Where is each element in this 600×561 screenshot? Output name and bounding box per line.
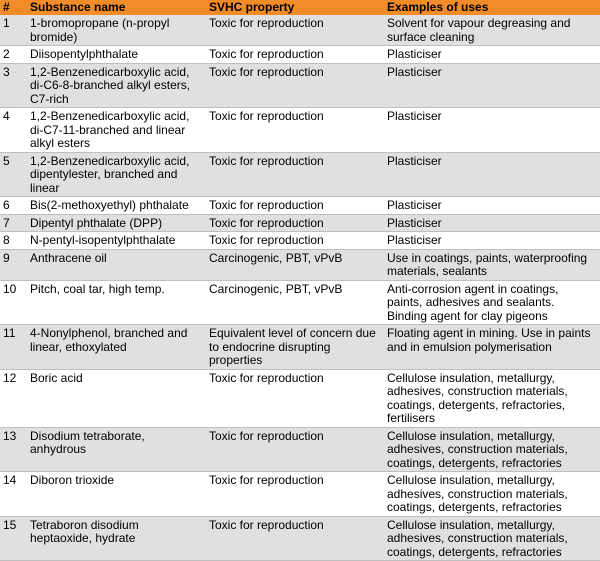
substance-name: Diboron trioxide: [27, 472, 206, 517]
examples-of-uses: Plasticiser: [384, 232, 600, 250]
examples-of-uses: Plasticiser: [384, 108, 600, 153]
svhc-property: Toxic for reproduction: [206, 232, 384, 250]
row-number: 8: [0, 232, 27, 250]
header-substance-name: Substance name: [27, 0, 206, 15]
row-number: 14: [0, 472, 27, 517]
svhc-property: Equivalent level of concern due to endocrine disrupting properties: [206, 325, 384, 370]
row-number: 12: [0, 369, 27, 427]
examples-of-uses: Use in coatings, paints, waterproofing materials, sealants: [384, 249, 600, 280]
table-row: [0, 15, 600, 46]
substance-name: 1,2-Benzenedicarboxylic acid, dipentylester, branched and linear: [27, 152, 206, 197]
substance-name: Bis(2-methoxyethyl) phthalate: [27, 197, 206, 215]
svhc-property: Toxic for reproduction: [206, 214, 384, 232]
table-header-row: [0, 0, 600, 15]
header-examples-of-uses: Examples of uses: [384, 0, 600, 15]
svhc-property: Toxic for reproduction: [206, 427, 384, 472]
substance-name: N-pentyl-isopentylphthalate: [27, 232, 206, 250]
table-row: [0, 63, 600, 108]
substance-name: 4-Nonylphenol, branched and linear, ethoxylated: [27, 325, 206, 370]
substance-name: Dipentyl phthalate (DPP): [27, 214, 206, 232]
row-number: 15: [0, 516, 27, 561]
examples-of-uses: Plasticiser: [384, 214, 600, 232]
table-row: [0, 46, 600, 64]
examples-of-uses: Floating agent in mining. Use in paints and in emulsion polymerisation: [384, 325, 600, 370]
substance-name: Pitch, coal tar, high temp.: [27, 280, 206, 325]
row-number: 4: [0, 108, 27, 153]
row-number: 7: [0, 214, 27, 232]
row-number: 1: [0, 15, 27, 46]
substance-name: 1-bromopropane (n-propyl bromide): [27, 15, 206, 46]
examples-of-uses: Plasticiser: [384, 46, 600, 64]
substance-name: Diisopentylphthalate: [27, 46, 206, 64]
examples-of-uses: Anti-corrosion agent in coatings, paints, adhesives and sealants. Binding agent for clay pigeons: [384, 280, 600, 325]
svhc-property: Toxic for reproduction: [206, 46, 384, 64]
examples-of-uses: Cellulose insulation, metallurgy, adhesives, construction materials, coatings, detergents, refractories: [384, 472, 600, 517]
table-row: [0, 108, 600, 153]
svhc-property: Toxic for reproduction: [206, 152, 384, 197]
table-row: [0, 214, 600, 232]
table-row: [0, 369, 600, 427]
svhc-property: Toxic for reproduction: [206, 369, 384, 427]
examples-of-uses: Plasticiser: [384, 152, 600, 197]
svhc-property: Toxic for reproduction: [206, 197, 384, 215]
substance-name: Anthracene oil: [27, 249, 206, 280]
table-row: [0, 249, 600, 280]
row-number: 9: [0, 249, 27, 280]
row-number: 6: [0, 197, 27, 215]
examples-of-uses: Plasticiser: [384, 63, 600, 108]
svhc-property: Toxic for reproduction: [206, 472, 384, 517]
examples-of-uses: Plasticiser: [384, 197, 600, 215]
table-row: [0, 472, 600, 517]
table-row: [0, 152, 600, 197]
svhc-property: Toxic for reproduction: [206, 63, 384, 108]
header-number: #: [0, 0, 27, 15]
row-number: 10: [0, 280, 27, 325]
table-row: [0, 280, 600, 325]
examples-of-uses: Solvent for vapour degreasing and surface cleaning: [384, 15, 600, 46]
examples-of-uses: Cellulose insulation, metallurgy, adhesives, construction materials, coatings, detergents, refractories: [384, 427, 600, 472]
svhc-property: Carcinogenic, PBT, vPvB: [206, 249, 384, 280]
row-number: 2: [0, 46, 27, 64]
svhc-property: Toxic for reproduction: [206, 15, 384, 46]
row-number: 3: [0, 63, 27, 108]
examples-of-uses: Cellulose insulation, metallurgy, adhesives, construction materials, coatings, detergents, refractories: [384, 516, 600, 561]
table-row: [0, 197, 600, 215]
substance-name: Tetraboron disodium heptaoxide, hydrate: [27, 516, 206, 561]
table-row: [0, 516, 600, 561]
table-row: [0, 232, 600, 250]
svhc-property: Toxic for reproduction: [206, 108, 384, 153]
substance-name: Disodium tetraborate, anhydrous: [27, 427, 206, 472]
svhc-property: Toxic for reproduction: [206, 516, 384, 561]
table-row: [0, 427, 600, 472]
header-svhc-property: SVHC property: [206, 0, 384, 15]
row-number: 11: [0, 325, 27, 370]
svhc-property: Carcinogenic, PBT, vPvB: [206, 280, 384, 325]
substance-name: Boric acid: [27, 369, 206, 427]
examples-of-uses: Cellulose insulation, metallurgy, adhesives, construction materials, coatings, detergents, refractories, fertilisers: [384, 369, 600, 427]
substance-name: 1,2-Benzenedicarboxylic acid, di-C7-11-branched and linear alkyl esters: [27, 108, 206, 153]
table-row: [0, 325, 600, 370]
row-number: 13: [0, 427, 27, 472]
substance-name: 1,2-Benzenedicarboxylic acid, di-C6-8-branched alkyl esters, C7-rich: [27, 63, 206, 108]
row-number: 5: [0, 152, 27, 197]
